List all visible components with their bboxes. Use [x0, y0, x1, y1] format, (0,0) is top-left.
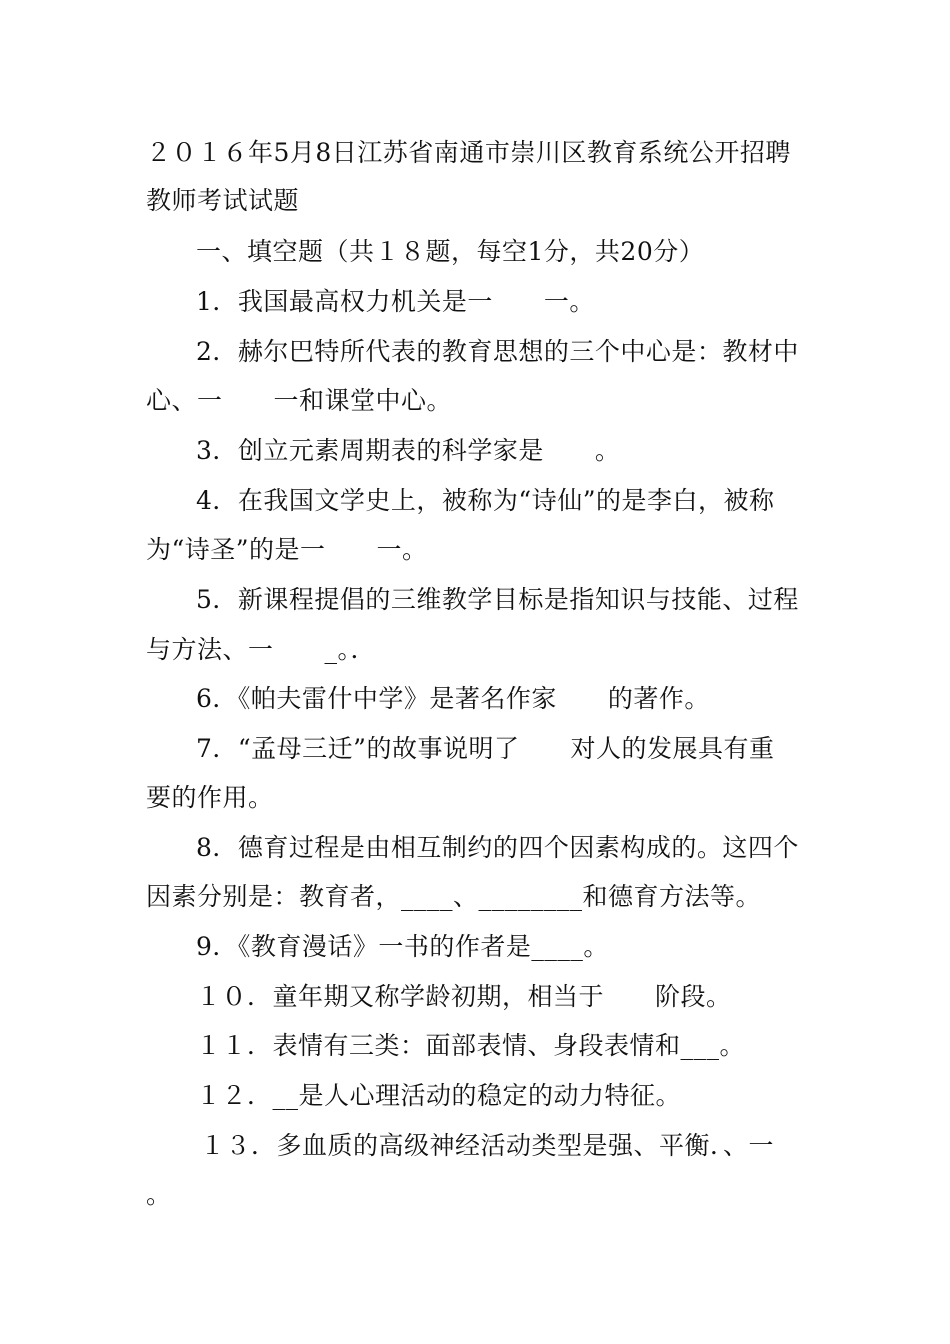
question-4-line-1: 4．在我国文学史上，被称为“诗仙”的是李白，被称: [196, 486, 775, 515]
question-6: 6．《帕夫雷什中学》是著名作家 的著作。: [196, 684, 710, 713]
question-11: １１．表情有三类：面部表情、身段表情和___。: [196, 1031, 746, 1060]
question-9: 9．《教育漫话》一书的作者是____。: [196, 932, 609, 961]
question-2-line-1: 2．赫尔巴特所代表的教育思想的三个中心是：教材中: [196, 337, 799, 366]
question-8-line-2: 因素分别是：教育者，____、________和德育方法等。: [146, 882, 762, 911]
question-13-line-1: １３．多血质的高级神经活动类型是强、平衡．、一: [200, 1131, 775, 1160]
question-4-line-2: 为“诗圣”的是一 一。: [146, 535, 428, 564]
question-1: 1．我国最高权力机关是一 一。: [196, 287, 595, 316]
question-3: 3．创立元素周期表的科学家是 。: [196, 436, 621, 465]
section-heading: 一、填空题（共１８题，每空1分，共20分）: [196, 237, 705, 266]
question-12: １２．__是人心理活动的稳定的动力特征。: [196, 1081, 682, 1110]
question-5-line-2: 与方法、一 _。．: [146, 635, 377, 664]
question-10: １０．童年期又称学龄初期，相当于 阶段。: [196, 982, 732, 1011]
question-13-line-2: 。: [146, 1180, 172, 1209]
question-7-line-2: 要的作用。: [146, 783, 274, 812]
document-title-line-2: 教师考试试题: [146, 186, 300, 215]
question-8-line-1: 8．德育过程是由相互制约的四个因素构成的。这四个: [196, 833, 799, 862]
document-title-line-1: ２０１６年5月8日江苏省南通市崇川区教育系统公开招聘: [146, 138, 791, 167]
question-7-line-1: 7．“孟母三迁”的故事说明了 对人的发展具有重: [196, 734, 775, 763]
question-5-line-1: 5．新课程提倡的三维教学目标是指知识与技能、过程: [196, 585, 799, 614]
question-2-line-2: 心、一 一和课堂中心。: [146, 386, 453, 415]
